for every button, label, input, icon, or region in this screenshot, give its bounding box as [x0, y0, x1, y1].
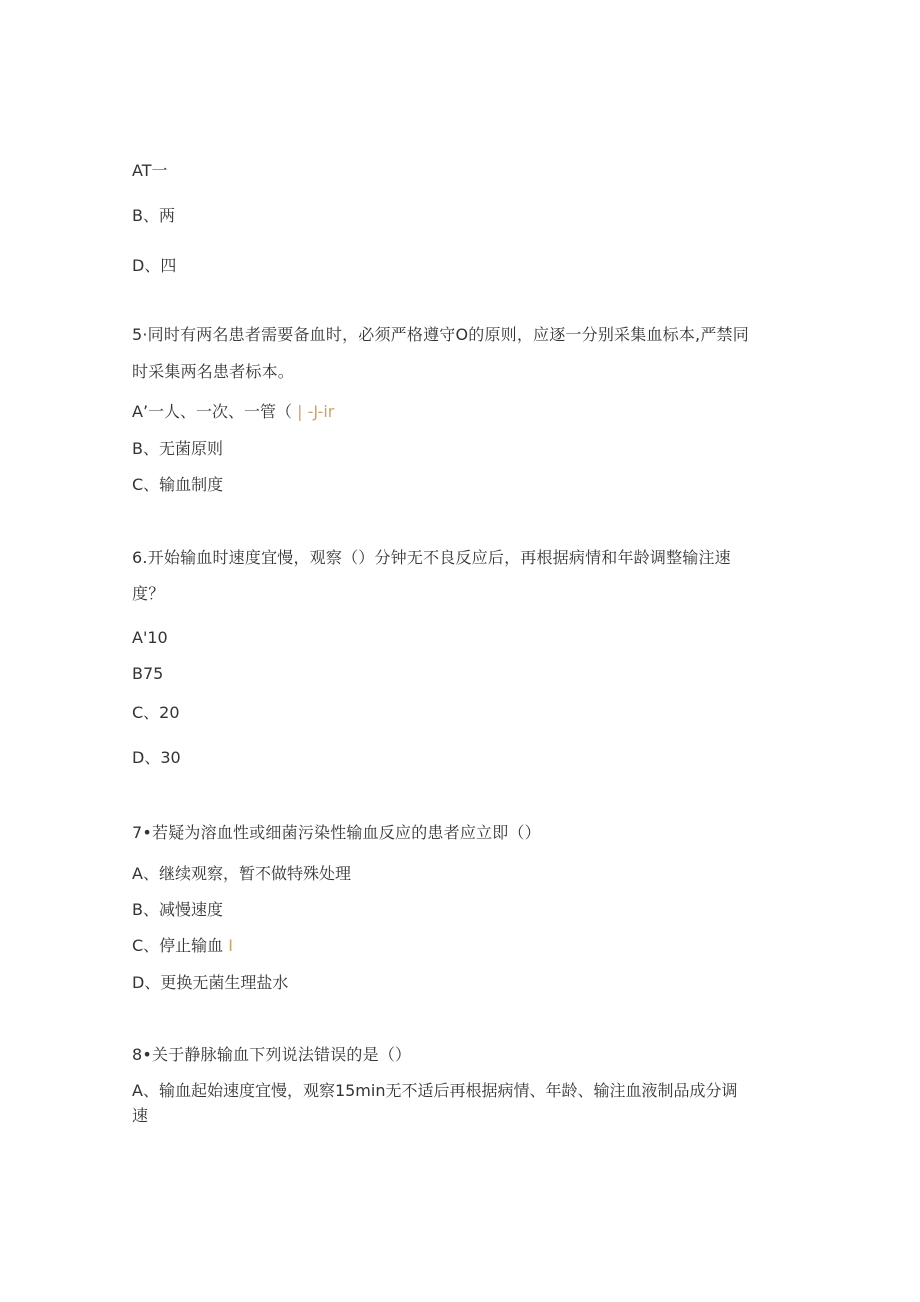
option-a-q6: A'10	[132, 628, 168, 647]
option-b-q4: B、两	[132, 206, 175, 225]
handwritten-mark: | -J-ir	[297, 402, 335, 421]
option-d-q7: D、更换无菌生理盐水	[132, 973, 289, 992]
option-a-q4: AT一	[132, 161, 168, 180]
option-b-q5: B、无菌原则	[132, 439, 223, 458]
handwritten-mark: I	[228, 936, 233, 955]
option-d-q4: D、四	[132, 256, 177, 275]
option-a-q7: A、继续观察，暂不做特殊处理	[132, 864, 351, 883]
option-a-q8-line-1: A、输血起始速度宜慢，观察15min无不适后再根据病情、年龄、输注血液制品成分调	[132, 1081, 738, 1100]
option-b-q6: B75	[132, 664, 164, 683]
question-5-line-2: 时采集两名患者标本。	[132, 362, 295, 381]
option-b-q7: B、减慢速度	[132, 900, 223, 919]
question-6-line-2: 度？	[132, 584, 165, 603]
question-7: 7•若疑为溶血性或细菌污染性输血反应的患者应立即（）	[132, 823, 541, 842]
option-c-q5: C、输血制度	[132, 475, 224, 494]
question-8: 8•关于静脉输血下列说法错误的是（）	[132, 1045, 412, 1064]
option-a-q8-line-2: 速	[132, 1106, 149, 1125]
option-c-q6: C、20	[132, 703, 180, 722]
option-a-q5: A’一人、一次、一管（ | -J-ir	[132, 402, 335, 421]
question-5-line-1: 5·同时有两名患者需要备血时，必须严格遵守O的原则，应逐一分别采集血标本,严禁同	[132, 325, 749, 344]
question-6-line-1: 6.开始输血时速度宜慢，观察（）分钟无不良反应后，再根据病情和年龄调整输注速	[132, 548, 731, 567]
option-d-q6: D、30	[132, 748, 181, 767]
option-c-q7: C、停止输血 I	[132, 936, 233, 955]
